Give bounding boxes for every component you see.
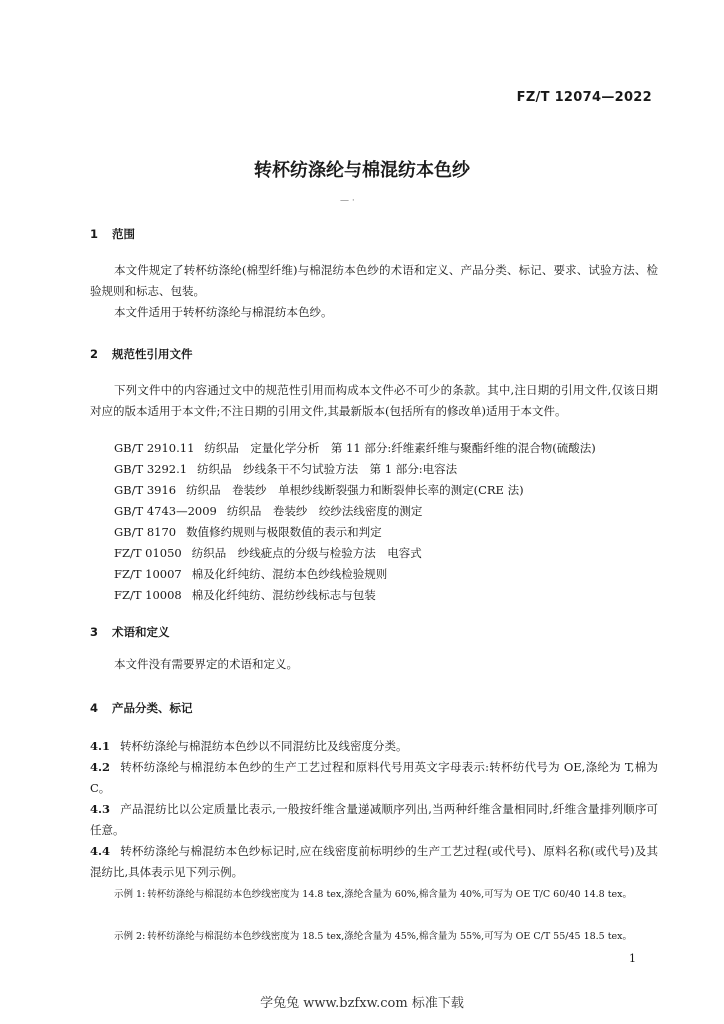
reference-title: 纺织品 定量化学分析 第 11 部分:纤维素纤维与聚酯纤维的混合物(硫酸法) [204,441,596,455]
section-3-paragraph: 本文件没有需要界定的术语和定义。 [114,657,298,671]
section-number: 1 [90,227,99,241]
document-title: 转杯纺涤纶与棉混纺本色纱 [254,160,470,181]
reference-item [114,524,382,540]
reference-code: GB/T 2910.11 [114,441,195,455]
reference-code: GB/T 8170 [114,525,177,539]
clause-number: 4.2 [90,760,111,774]
clause-4-2 [90,757,658,799]
section-title: 范围 [112,227,135,241]
reference-item [114,587,376,603]
reference-title: 棉及化纤纯纺、混纺纱线标志与包装 [191,588,376,602]
reference-code: FZ/T 01050 [114,546,182,560]
example-2 [114,926,658,947]
reference-title: 纺织品 卷装纱 单根纱线断裂强力和断裂伸长率的测定(CRE 法) [186,483,524,497]
section-4-heading [90,700,193,716]
example-text: 转杯纺涤纶与棉混纺本色纱线密度为 14.8 tex,涤纶含量为 60%,棉含量为 40%,可写为 OE T/C 60/40 14.8 tex。 [147,889,633,900]
section-2-heading [90,346,193,362]
reference-code: FZ/T 10007 [114,567,182,581]
reference-code: GB/T 4743—2009 [114,504,217,518]
reference-title: 纺织品 纱线条干不匀试验方法 第 1 部分:电容法 [197,462,458,476]
example-label: 示例 1: [114,889,146,900]
section-title: 术语和定义 [112,625,170,639]
page-number: 1 [629,952,636,965]
section-1-paragraph-2: 本文件适用于转杯纺涤纶与棉混纺本色纱。 [114,305,333,319]
clause-text: 转杯纺涤纶与棉混纺本色纱标记时,应在线密度前标明纱的生产工艺过程(或代号)、原料名称(或代号)及其混纺比,具体表示见下列示例。 [90,844,658,879]
example-label: 示例 2: [114,931,146,942]
clause-number: 4.4 [90,844,111,858]
section-number: 2 [90,347,99,361]
clause-4-3 [90,799,658,841]
reference-title: 棉及化纤纯纺、混纺本色纱线检验规则 [191,567,388,581]
section-1-heading [90,226,135,242]
example-text: 转杯纺涤纶与棉混纺本色纱线密度为 18.5 tex,涤纶含量为 45%,棉含量为 55%,可写为 OE C/T 55/45 18.5 tex。 [147,931,633,942]
section-3-heading [90,624,170,640]
reference-item [114,440,596,456]
section-1-paragraph-1: 本文件规定了转杯纺涤纶(棉型纤维)与棉混纺本色纱的术语和定义、产品分类、标记、要求、试验方法、检验规则和标志、包装。 [90,263,658,298]
example-1 [114,884,658,905]
clause-number: 4.3 [90,802,111,816]
reference-title: 数值修约规则与极限数值的表示和判定 [186,525,382,539]
standard-code: FZ/T 12074—2022 [516,90,652,105]
section-number: 4 [90,701,99,715]
clause-text: 转杯纺涤纶与棉混纺本色纱以不同混纺比及线密度分类。 [120,739,408,753]
clause-number: 4.1 [90,739,111,753]
scan-mark: — · [340,196,355,206]
section-number: 3 [90,625,99,639]
watermark-footer: 学兔兔 www.bzfxw.com 标准下载 [260,996,464,1011]
clause-text: 转杯纺涤纶与棉混纺本色纱的生产工艺过程和原料代号用英文字母表示:转杯纺代号为 OE,涤纶为 T,棉为 C。 [90,760,658,795]
section-title: 规范性引用文件 [112,347,193,361]
reference-item [114,461,457,477]
reference-item [114,503,422,519]
reference-item [114,566,387,582]
reference-title: 纺织品 纱线疵点的分级与检验方法 电容式 [191,546,422,560]
clause-4-1 [90,736,658,757]
section-2-paragraph: 下列文件中的内容通过文中的规范性引用而构成本文件必不可少的条款。其中,注日期的引用文件,仅该日期对应的版本适用于本文件;不注日期的引用文件,其最新版本(包括所有的修改单)适用于本文件。 [90,383,658,418]
reference-code: GB/T 3292.1 [114,462,188,476]
section-title: 产品分类、标记 [112,701,193,715]
reference-code: FZ/T 10008 [114,588,182,602]
reference-title: 纺织品 卷装纱 绞纱法线密度的测定 [226,504,423,518]
reference-code: GB/T 3916 [114,483,177,497]
reference-item [114,482,524,498]
reference-item [114,545,422,561]
clause-text: 产品混纺比以公定质量比表示,一般按纤维含量递减顺序列出,当两种纤维含量相同时,纤维含量排列顺序可任意。 [90,802,658,837]
clause-4-4 [90,841,658,883]
